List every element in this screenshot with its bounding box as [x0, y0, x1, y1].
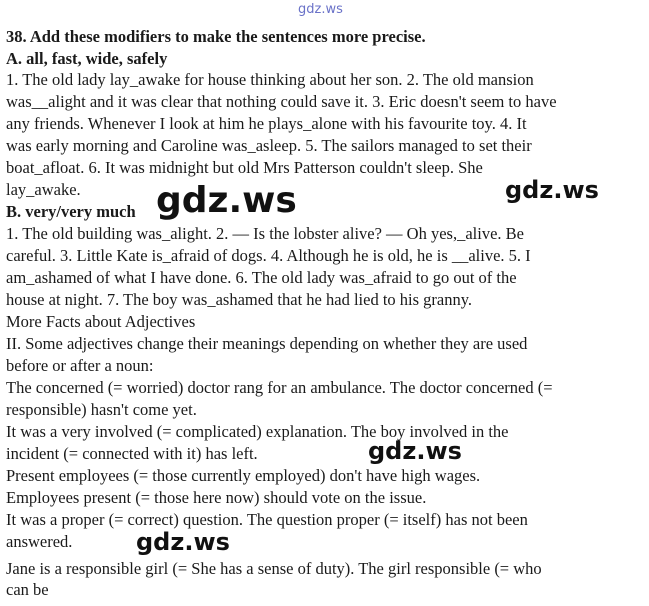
- watermark-center: gdz.ws: [368, 437, 462, 465]
- text-line: It was a proper (= correct) question. The question proper (= itself) has not been: [6, 510, 528, 529]
- text-line: Jane is a responsible girl (= She has a sense of duty). The girl responsible (= who: [6, 559, 542, 578]
- text-line: lay_awake.: [6, 180, 81, 199]
- text-line: Present employees (= those currently employed) don't have high wages.: [6, 466, 481, 485]
- text-line: can be: [6, 580, 49, 599]
- text-line: was early morning and Caroline was_asleep. 5. The sailors managed to set their: [6, 136, 532, 155]
- watermark-large: gdz.ws: [156, 180, 297, 221]
- text-line: before or after a noun:: [6, 356, 154, 375]
- text-line: The concerned (= worried) doctor rang for an ambulance. The doctor concerned (=: [6, 378, 553, 397]
- text-line: was__alight and it was clear that nothing could save it. 3. Eric doesn't seem to have: [6, 92, 557, 111]
- watermark-bottom: gdz.ws: [136, 528, 230, 556]
- text-line: II. Some adjectives change their meanings depending on whether they are used: [6, 334, 528, 353]
- text-line: responsible) hasn't come yet.: [6, 400, 197, 419]
- subheading: More Facts about Adjectives: [6, 312, 196, 331]
- text-line: answered.: [6, 532, 73, 551]
- text-line: am_ashamed of what I have done. 6. The old lady was_afraid to go out of the: [6, 268, 517, 287]
- text-line: any friends. Whenever I look at him he plays_alone with his favourite toy. 4. It: [6, 114, 527, 133]
- text-line: 1. The old building was_alight. 2. — Is the lobster alive? — Oh yes,_alive. Be: [6, 224, 524, 243]
- text-line: careful. 3. Little Kate is_afraid of dogs. 4. Although he is old, he is __alive. 5. I: [6, 246, 531, 265]
- text-line: Employees present (= those here now) should vote on the issue.: [6, 488, 427, 507]
- text-line: 1. The old lady lay_awake for house thinking about her son. 2. The old mansion: [6, 70, 534, 89]
- watermark-right: gdz.ws: [505, 176, 599, 204]
- text-line: incident (= connected with it) has left.: [6, 444, 258, 463]
- text-line: house at night. 7. The boy was_ashamed that he had lied to his granny.: [6, 290, 473, 309]
- section-a-heading: A. all, fast, wide, safely: [6, 49, 168, 68]
- section-b-heading: B. very/very much: [6, 202, 136, 221]
- text-line: boat_afloat. 6. It was midnight but old Mrs Patterson couldn't sleep. She: [6, 158, 483, 177]
- text-line: It was a very involved (= complicated) explanation. The boy involved in the: [6, 422, 509, 441]
- exercise-title: 38. Add these modifiers to make the sentences more precise.: [6, 27, 426, 46]
- watermark-top: gdz.ws: [298, 2, 343, 17]
